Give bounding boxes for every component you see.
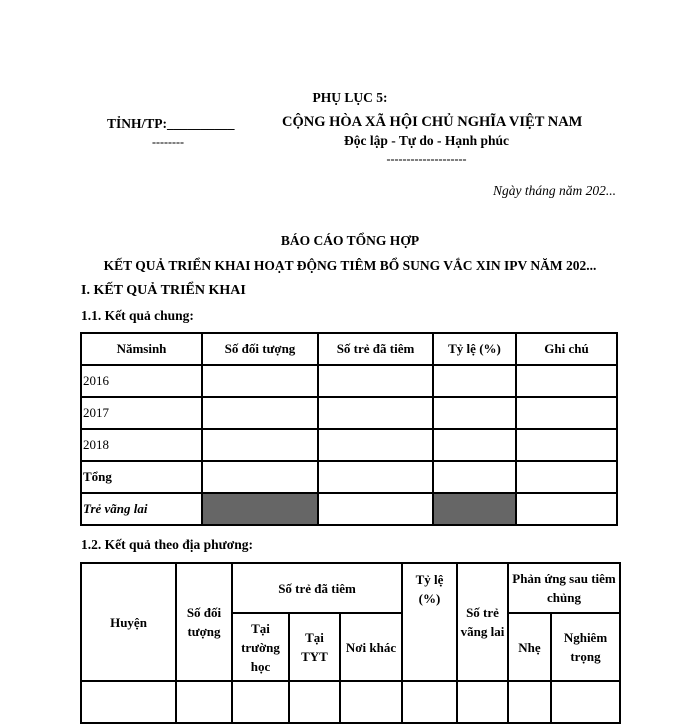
column-header-nhe: Nhẹ — [508, 613, 551, 681]
table-cell[interactable] — [508, 681, 551, 723]
column-header-so-tre-da-tiem: Số trẻ đã tiêm — [232, 563, 402, 613]
column-header-noi-khac: Nơi khác — [340, 613, 402, 681]
table-header-row — [81, 563, 620, 613]
table-cell[interactable] — [433, 429, 516, 461]
table-cell[interactable] — [202, 365, 318, 397]
table-row — [81, 681, 620, 723]
table-cell[interactable] — [516, 461, 617, 493]
row-label-total: Tổng — [81, 461, 202, 493]
column-header-so-doi-tuong: Số đối tượng — [176, 563, 232, 681]
province-divider: -------- — [152, 135, 184, 149]
column-header: Tỷ lệ (%) — [433, 333, 516, 365]
table-cell[interactable] — [232, 681, 289, 723]
row-label: 2017 — [81, 397, 202, 429]
shaded-cell — [202, 493, 318, 525]
appendix-label: PHỤ LỤC 5: — [312, 90, 388, 105]
report-date: Ngày tháng năm 202... — [493, 183, 616, 198]
table-cell[interactable] — [340, 681, 402, 723]
column-header-ty-le: Tỷ lệ (%) — [402, 563, 457, 681]
table-cell[interactable] — [433, 461, 516, 493]
column-header-tai-tyt: Tại TYT — [289, 613, 340, 681]
table-cell[interactable] — [202, 397, 318, 429]
row-label: 2018 — [81, 429, 202, 461]
table-cell[interactable] — [516, 493, 617, 525]
table-cell[interactable] — [81, 681, 176, 723]
table-row — [81, 397, 617, 429]
column-header-so-tre-vang-lai: Số trẻ vãng lai — [457, 563, 508, 681]
column-header-nghiem-trong: Nghiêm trọng — [551, 613, 620, 681]
table-row — [81, 493, 617, 525]
table-row — [81, 429, 617, 461]
table-cell[interactable] — [551, 681, 620, 723]
nation-title: CỘNG HÒA XÃ HỘI CHỦ NGHĨA VIỆT NAM — [282, 114, 583, 130]
subsection-heading-general: 1.1. Kết quả chung: — [81, 308, 194, 323]
table-cell[interactable] — [202, 461, 318, 493]
motto-divider: -------------------- — [386, 152, 467, 166]
table-cell[interactable] — [433, 397, 516, 429]
row-label-transient: Trẻ vãng lai — [81, 493, 202, 525]
table-cell[interactable] — [516, 429, 617, 461]
table-cell[interactable] — [318, 429, 433, 461]
shaded-cell — [433, 493, 516, 525]
column-header: Ghi chú — [516, 333, 617, 365]
table-cell[interactable] — [176, 681, 232, 723]
table-cell[interactable] — [318, 493, 433, 525]
column-header-phan-ung: Phản ứng sau tiêm chủng — [508, 563, 620, 613]
table-cell[interactable] — [318, 461, 433, 493]
table-cell[interactable] — [318, 365, 433, 397]
report-title: BÁO CÁO TỔNG HỢP — [280, 233, 420, 248]
table-cell[interactable] — [402, 681, 457, 723]
table-cell[interactable] — [516, 365, 617, 397]
table-cell[interactable] — [289, 681, 340, 723]
table-row — [81, 365, 617, 397]
table-cell[interactable] — [433, 365, 516, 397]
table-header-row — [81, 333, 617, 365]
column-header: Số đối tượng — [202, 333, 318, 365]
table-row — [81, 461, 617, 493]
table-cell[interactable] — [516, 397, 617, 429]
table-cell[interactable] — [318, 397, 433, 429]
column-header: Số trẻ đã tiêm — [318, 333, 433, 365]
motto: Độc lập - Tự do - Hạnh phúc — [343, 133, 510, 148]
row-label: 2016 — [81, 365, 202, 397]
subsection-heading-local: 1.2. Kết quả theo địa phương: — [81, 537, 253, 552]
column-header-tai-truong-hoc: Tại trường học — [232, 613, 289, 681]
column-header: Nămsinh — [81, 333, 202, 365]
province-label: TỈNH/TP:__________ — [107, 116, 235, 131]
column-header-huyen: Huyện — [81, 563, 176, 681]
report-subtitle: KẾT QUẢ TRIỂN KHAI HOẠT ĐỘNG TIÊM BỔ SUNG VẮC XIN IPV NĂM 202... — [103, 258, 597, 273]
table-cell[interactable] — [202, 429, 318, 461]
general-results-table — [80, 332, 618, 526]
table-cell[interactable] — [457, 681, 508, 723]
section-heading: I. KẾT QUẢ TRIỂN KHAI — [81, 283, 246, 298]
